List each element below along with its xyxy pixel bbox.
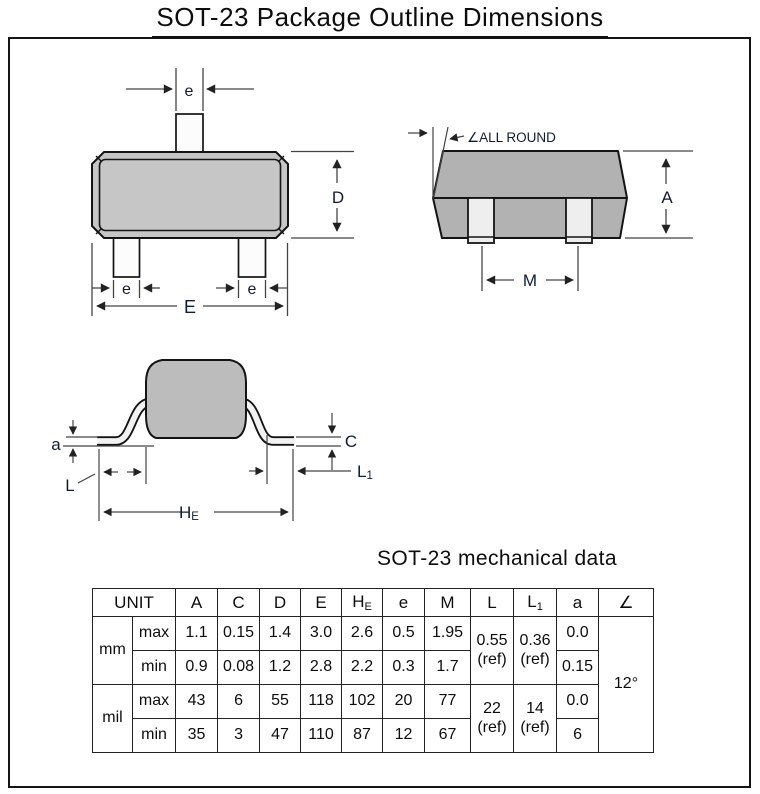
table-header-row [93,589,654,617]
dim-C [296,413,357,470]
header-HE [342,589,383,617]
cell-mil-min-e: 12 [383,719,425,753]
cell-mil-min-A: 35 [176,719,218,753]
perspective-pin-right [566,198,592,243]
header-M: M [425,589,471,617]
cell-mm-min-a: 0.15 [557,651,599,685]
cell-angle-value: 12° [599,617,654,753]
mechanical-data-table [92,588,654,753]
cell-unit-mm: mm [93,617,133,685]
header-L1 [514,589,557,617]
dim-A-label: A [661,188,673,207]
top-view-pin-top [176,114,203,154]
page-title-text: SOT-23 Package Outline Dimensions [152,2,607,38]
cell-mil-L-ref: (ref) [477,718,507,736]
cell-mm-min-D: 1.2 [260,651,301,685]
cell-mm-min-M: 1.7 [425,651,471,685]
dim-C-label: C [344,432,358,451]
header-L1-sub: 1 [536,600,543,613]
dim-e-top-label: e [184,83,194,100]
dim-A [623,151,693,238]
cell-mm-max-HE: 2.6 [342,617,383,651]
header-C: C [218,589,260,617]
cell-mm-min-C: 0.08 [218,651,260,685]
cell-mil-min-HE: 87 [342,719,383,753]
dim-L1-label-base: L [357,462,367,481]
table-caption: SOT-23 mechanical data [377,547,617,570]
dim-HE-label-sub: E [191,511,199,523]
header-L: L [471,589,514,617]
top-view-pin-bottom-left [114,236,140,277]
cell-mm-L1-ref: (ref) [520,650,550,668]
cell-mil-max-e: 20 [383,685,425,719]
dim-L1-label-sub: 1 [366,470,373,482]
cell-mm-max-label: max [133,617,176,651]
cell-mil-L1 [514,685,557,753]
section-body [146,360,246,438]
dim-e-bottom-right-label: e [247,281,257,298]
cell-mm-max-E: 3.0 [301,617,342,651]
cell-mil-max-A: 43 [176,685,218,719]
top-view-diagram [92,68,354,317]
cell-mm-max-C: 0.15 [218,617,260,651]
dim-e-top [126,68,254,111]
cell-mm-max-M: 1.95 [425,617,471,651]
cell-mm-L-ref: (ref) [477,650,507,668]
dim-D [291,152,354,239]
cell-mil-max-C: 6 [218,685,260,719]
cell-mm-max-A: 1.1 [176,617,218,651]
top-view-pin-bottom-right [239,236,266,277]
note-all-round-label: ∠ALL ROUND [467,130,556,145]
cell-mil-min-a: 6 [557,719,599,753]
dim-L [65,447,146,521]
cell-mil-min-D: 47 [260,719,301,753]
cell-mm-min-E: 2.8 [301,651,342,685]
header-e: e [383,589,425,617]
section-view-diagram [51,360,373,523]
header-A: A [176,589,218,617]
header-angle: ∠ [599,589,654,617]
cell-mm-max-D: 1.4 [260,617,301,651]
section-lead-left [97,402,151,441]
dim-HE [104,449,293,523]
cell-mil-min-label: min [133,719,176,753]
dim-L-label: L [65,476,75,495]
dim-e-bottom-left-label: e [122,281,131,298]
dim-D-label: D [331,188,345,207]
header-HE-base: H [352,591,365,611]
top-view-body [92,152,288,238]
cell-mil-max-M: 77 [425,685,471,719]
row-mil-min [93,719,654,753]
header-a: a [557,589,599,617]
cell-mil-max-D: 55 [260,685,301,719]
cell-mil-max-E: 118 [301,685,342,719]
dim-a-label: a [51,435,61,454]
dim-HE-label-base: H [179,503,192,522]
dim-M [482,246,578,291]
cell-mm-L-value: 0.55 [476,632,508,650]
cell-mm-L1-value: 0.36 [519,632,551,650]
header-L1-base: L [527,591,537,611]
cell-unit-mil: mil [93,685,133,753]
dim-e-bottom-right [216,280,287,298]
cell-mil-L-value: 22 [483,700,501,718]
header-D: D [260,589,301,617]
row-mil-max [93,685,654,719]
dim-e-bottom-left [92,280,160,298]
cell-mm-min-A: 0.9 [176,651,218,685]
perspective-pin-left [468,198,494,243]
cell-mil-L [471,685,514,753]
cell-mm-min-HE: 2.2 [342,651,383,685]
perspective-view-diagram [408,127,693,291]
dim-HE-label [179,503,199,523]
cell-mil-max-label: max [133,685,176,719]
dim-L1-label [357,462,373,482]
header-HE-sub: E [364,600,372,613]
cell-mm-min-e: 0.3 [383,651,425,685]
cell-mm-L [471,617,514,685]
dim-M-label: M [522,271,538,290]
header-unit: UNIT [93,589,176,617]
cell-mil-L1-ref: (ref) [520,718,550,736]
cell-mil-min-M: 67 [425,719,471,753]
cell-mil-max-a: 0.0 [557,685,599,719]
cell-mil-max-HE: 102 [342,685,383,719]
header-E: E [301,589,342,617]
row-mm-max [93,617,654,651]
row-mm-min [93,651,654,685]
cell-mil-min-E: 110 [301,719,342,753]
cell-mm-max-a: 0.0 [557,617,599,651]
cell-mm-L1 [514,617,557,685]
cell-mil-min-C: 3 [218,719,260,753]
cell-mm-min-label: min [133,651,176,685]
cell-mil-L1-value: 14 [526,700,544,718]
cell-mm-max-e: 0.5 [383,617,425,651]
dim-E-label: E [183,297,197,317]
perspective-body [433,151,627,238]
